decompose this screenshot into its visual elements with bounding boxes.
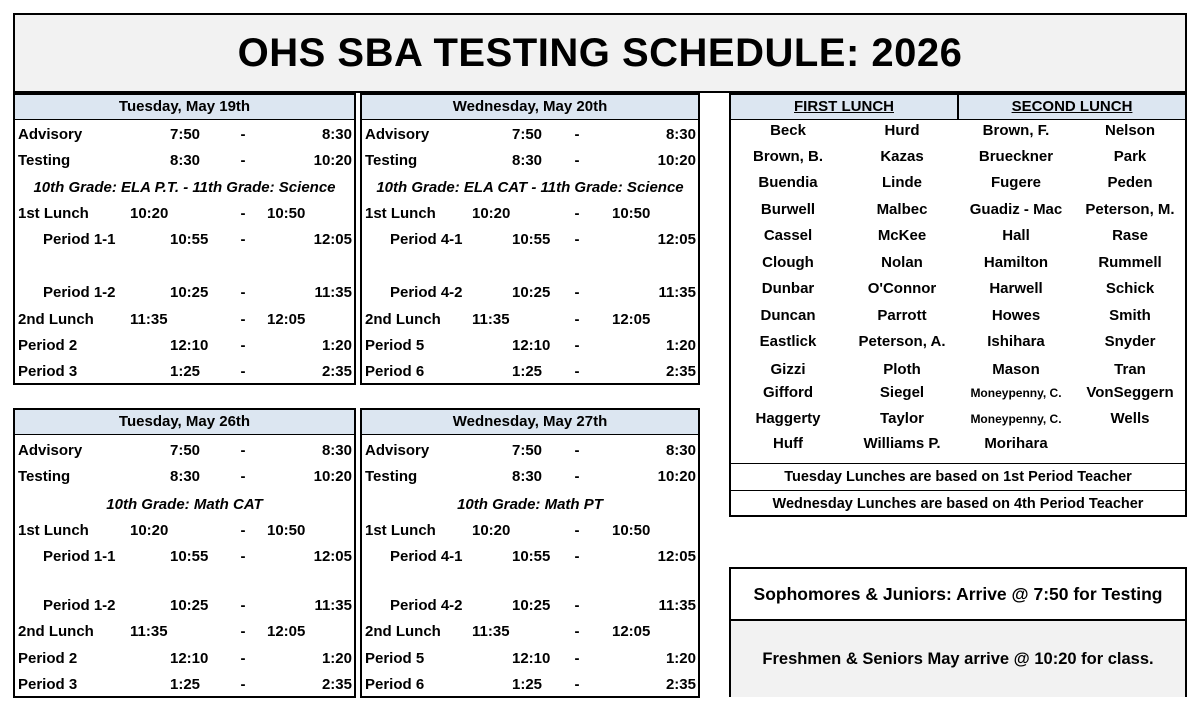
schedule-row [362,623,698,643]
time-dash: - [240,548,246,565]
schedule-row [15,623,354,643]
end-time: 12:05 [267,311,306,328]
lunch-teacher-name: Beck [770,122,806,139]
time-dash: - [574,231,580,248]
end-time: 10:50 [267,205,306,222]
time-dash: - [240,231,246,248]
end-time: 12:05 [612,623,651,640]
lunch-teacher-name: Wells [1110,410,1150,427]
start-time: 8:30 [170,468,201,485]
end-time: 10:20 [313,468,352,485]
lunch-teacher-name: Morihara [984,435,1048,452]
period-label: 1st Lunch [365,205,436,222]
start-time: 8:30 [170,152,201,169]
lunch-teacher-name: Schick [1105,280,1155,297]
arrival-notice [729,567,1187,697]
lunch-teacher-grid [731,120,1185,463]
tuesday-lunch-note: Tuesday Lunches are based on 1st Period Teacher [731,463,1185,490]
end-time: 12:05 [267,623,306,640]
lunch-teacher-name: Hurd [884,122,920,139]
day-schedule [13,408,356,698]
schedule-row [15,205,354,225]
testing-note: 10th Grade: Math CAT [106,496,263,513]
end-time: 10:50 [612,205,651,222]
start-time: 1:25 [170,676,201,693]
schedule-row [362,126,698,146]
period-label: 2nd Lunch [18,623,94,640]
start-time: 10:55 [170,231,209,248]
day-header: Wednesday, May 27th [362,410,698,435]
period-label: Period 3 [18,363,78,380]
time-dash: - [240,623,246,640]
end-time: 2:35 [321,363,352,380]
schedule-row [15,468,354,488]
start-time: 10:20 [472,205,511,222]
period-label: Period 1-1 [43,231,116,248]
lunch-teacher-name: Peterson, M. [1085,201,1175,218]
schedule-row [362,231,698,251]
period-label: Testing [365,468,418,485]
end-time: 11:35 [314,284,352,301]
period-label: Period 2 [18,337,78,354]
period-label: Period 1-2 [43,284,116,301]
end-time: 12:05 [657,548,696,565]
schedule-row [362,363,698,383]
period-label: Advisory [365,126,430,143]
schedule-row [15,363,354,383]
time-dash: - [240,522,246,539]
end-time: 8:30 [665,126,696,143]
end-time: 2:35 [665,363,696,380]
schedule-row [15,284,354,304]
lunch-teacher-name: Gifford [763,384,813,401]
schedule-row [362,676,698,696]
period-label: Period 6 [365,363,425,380]
period-label: Period 5 [365,650,425,667]
lunch-teacher-name: Brueckner [978,148,1054,165]
time-dash: - [574,337,580,354]
period-label: Advisory [18,126,83,143]
period-label: 1st Lunch [365,522,436,539]
lunch-teacher-name: Taylor [880,410,924,427]
lunch-teacher-name: Williams P. [863,435,941,452]
end-time: 12:05 [313,231,352,248]
period-label: Advisory [365,442,430,459]
lunch-teacher-name: Gizzi [770,361,806,378]
end-time: 11:35 [658,597,696,614]
period-label: Period 4-2 [390,284,463,301]
period-label: Period 2 [18,650,78,667]
time-dash: - [574,126,580,143]
lunch-teacher-name: Peterson, A. [858,333,946,350]
schedule-row [362,205,698,225]
lunch-teacher-name: VonSeggern [1086,384,1174,401]
start-time: 11:35 [130,623,168,640]
day-schedule [13,93,356,385]
day-header: Wednesday, May 20th [362,95,698,120]
time-dash: - [574,676,580,693]
end-time: 12:05 [612,311,651,328]
time-dash: - [240,205,246,222]
lunch-teacher-name: Ploth [883,361,921,378]
lunch-teacher-name: Dunbar [761,280,815,297]
schedule-row [362,284,698,304]
period-label: Period 6 [365,676,425,693]
schedule-row [15,442,354,462]
time-dash: - [574,522,580,539]
lunch-teacher-name: Guadiz - Mac [969,201,1063,218]
time-dash: - [574,284,580,301]
day-header: Tuesday, May 26th [15,410,354,435]
schedule-row [362,311,698,331]
start-time: 12:10 [170,337,209,354]
schedule-row [15,337,354,357]
period-label: 1st Lunch [18,522,89,539]
end-time: 11:35 [314,597,352,614]
lunch-teacher-name: Cassel [763,227,813,244]
lunch-teacher-name: Hall [1002,227,1030,244]
time-dash: - [574,650,580,667]
start-time: 10:20 [130,522,169,539]
period-label: Period 4-1 [390,231,463,248]
lunch-teacher-name: Burwell [760,201,816,218]
schedule-row [362,442,698,462]
period-label: Period 5 [365,337,425,354]
lunch-teacher-name: Siegel [879,384,925,401]
end-time: 8:30 [321,442,352,459]
start-time: 8:30 [512,152,543,169]
lunch-teacher-name: Brown, B. [753,148,823,165]
time-dash: - [240,676,246,693]
testing-note: 10th Grade: Math PT [457,496,603,513]
start-time: 1:25 [170,363,201,380]
start-time: 10:25 [170,597,209,614]
lunch-teacher-name: Huff [773,435,803,452]
lunch-teacher-name: McKee [877,227,927,244]
time-dash: - [240,650,246,667]
lunch-teacher-name: Hamilton [983,254,1049,271]
period-label: Period 4-1 [390,548,463,565]
arrival-line-others: Freshmen & Seniors May arrive @ 10:20 for class. [731,621,1185,697]
end-time: 10:20 [657,468,696,485]
lunch-teacher-name: Snyder [1104,333,1156,350]
start-time: 11:35 [472,623,510,640]
second-lunch-header: SECOND LUNCH [957,95,1185,119]
time-dash: - [574,311,580,328]
start-time: 7:50 [512,442,543,459]
lunch-teacher-name: Rase [1112,227,1148,244]
schedule-row [15,231,354,251]
lunch-teacher-name: Howes [991,307,1041,324]
start-time: 7:50 [512,126,543,143]
schedule-row [15,126,354,146]
lunch-teacher-name: Smith [1109,307,1151,324]
end-time: 12:05 [313,548,352,565]
start-time: 7:50 [170,126,201,143]
period-label: 2nd Lunch [365,311,441,328]
lunch-teacher-name: Tran [1114,361,1146,378]
lunch-teacher-name: Malbec [876,201,928,218]
schedule-row [15,152,354,172]
time-dash: - [574,468,580,485]
lunch-teacher-name: Buendia [758,174,818,191]
end-time: 1:20 [321,650,352,667]
end-time: 8:30 [321,126,352,143]
lunch-teacher-name: Ishihara [987,333,1045,350]
lunch-teacher-name: Mason [992,361,1040,378]
start-time: 10:25 [512,284,551,301]
period-label: Advisory [18,442,83,459]
lunch-teacher-name: Clough [762,254,814,271]
end-time: 10:20 [313,152,352,169]
start-time: 10:55 [170,548,209,565]
lunch-teacher-name: Haggerty [755,410,821,427]
end-time: 2:35 [665,676,696,693]
end-time: 1:20 [665,337,696,354]
day-schedule [360,408,700,698]
lunch-teacher-name: Park [1113,148,1147,165]
lunch-teacher-name: Moneypenny, C. [970,386,1062,400]
lunch-teacher-name: Parrott [877,307,927,324]
start-time: 8:30 [512,468,543,485]
end-time: 2:35 [321,676,352,693]
schedule-row [362,468,698,488]
time-dash: - [240,126,246,143]
period-label: Period 4-2 [390,597,463,614]
period-label: Period 1-2 [43,597,116,614]
lunch-teacher-name: Fugere [990,174,1041,191]
start-time: 11:35 [130,311,168,328]
end-time: 11:35 [658,284,696,301]
schedule-row [362,597,698,617]
end-time: 12:05 [657,231,696,248]
period-label: 2nd Lunch [365,623,441,640]
time-dash: - [240,152,246,169]
first-lunch-header: FIRST LUNCH [794,98,894,115]
period-label: 2nd Lunch [18,311,94,328]
end-time: 1:20 [321,337,352,354]
lunch-teacher-name: Harwell [989,280,1043,297]
time-dash: - [240,363,246,380]
start-time: 12:10 [512,337,551,354]
time-dash: - [574,442,580,459]
schedule-row [15,311,354,331]
start-time: 10:55 [512,548,551,565]
schedule-row [362,152,698,172]
time-dash: - [574,363,580,380]
start-time: 10:25 [170,284,209,301]
period-label: 1st Lunch [18,205,89,222]
period-label: Testing [18,152,71,169]
start-time: 12:10 [512,650,551,667]
time-dash: - [574,548,580,565]
testing-note: 10th Grade: ELA CAT - 11th Grade: Science [376,179,684,196]
time-dash: - [574,152,580,169]
schedule-row [362,548,698,568]
end-time: 8:30 [665,442,696,459]
time-dash: - [240,597,246,614]
day-schedule [360,93,700,385]
end-time: 1:20 [665,650,696,667]
start-time: 10:20 [472,522,511,539]
arrival-line-testers: Sophomores & Juniors: Arrive @ 7:50 for Testing [731,569,1185,621]
schedule-row [362,522,698,542]
start-time: 10:55 [512,231,551,248]
time-dash: - [574,597,580,614]
time-dash: - [240,468,246,485]
time-dash: - [240,284,246,301]
end-time: 10:50 [267,522,306,539]
lunch-teacher-name: Nelson [1104,122,1155,139]
start-time: 12:10 [170,650,209,667]
schedule-row [362,650,698,670]
schedule-row [15,676,354,696]
testing-note: 10th Grade: ELA P.T. - 11th Grade: Science [33,179,336,196]
start-time: 1:25 [512,676,543,693]
lunch-teacher-name: Duncan [760,307,816,324]
end-time: 10:20 [657,152,696,169]
time-dash: - [240,337,246,354]
start-time: 11:35 [472,311,510,328]
schedule-row [15,650,354,670]
lunch-teacher-name: Kazas [880,148,924,165]
time-dash: - [574,205,580,222]
schedule-row [362,337,698,357]
time-dash: - [240,442,246,459]
wednesday-lunch-note: Wednesday Lunches are based on 4th Period Teacher [731,490,1185,517]
lunch-teacher-name: Moneypenny, C. [970,412,1062,426]
end-time: 10:50 [612,522,651,539]
start-time: 1:25 [512,363,543,380]
lunch-teacher-name: Linde [882,174,922,191]
period-label: Testing [18,468,71,485]
lunch-teacher-name: O'Connor [867,280,937,297]
lunch-teacher-name: Eastlick [759,333,817,350]
start-time: 7:50 [170,442,201,459]
lunch-teacher-name: Peden [1107,174,1153,191]
schedule-row [15,548,354,568]
time-dash: - [240,311,246,328]
lunch-teacher-name: Rummell [1098,254,1162,271]
period-label: Period 3 [18,676,78,693]
day-header: Tuesday, May 19th [15,95,354,120]
period-label: Period 1-1 [43,548,116,565]
schedule-row [15,597,354,617]
lunch-assignments [729,93,1187,517]
start-time: 10:25 [512,597,551,614]
time-dash: - [574,623,580,640]
schedule-row [15,522,354,542]
lunch-teacher-name: Brown, F. [982,122,1050,139]
page-title: OHS SBA TESTING SCHEDULE: 2026 [13,13,1187,93]
start-time: 10:20 [130,205,169,222]
period-label: Testing [365,152,418,169]
lunch-teacher-name: Nolan [881,254,923,271]
